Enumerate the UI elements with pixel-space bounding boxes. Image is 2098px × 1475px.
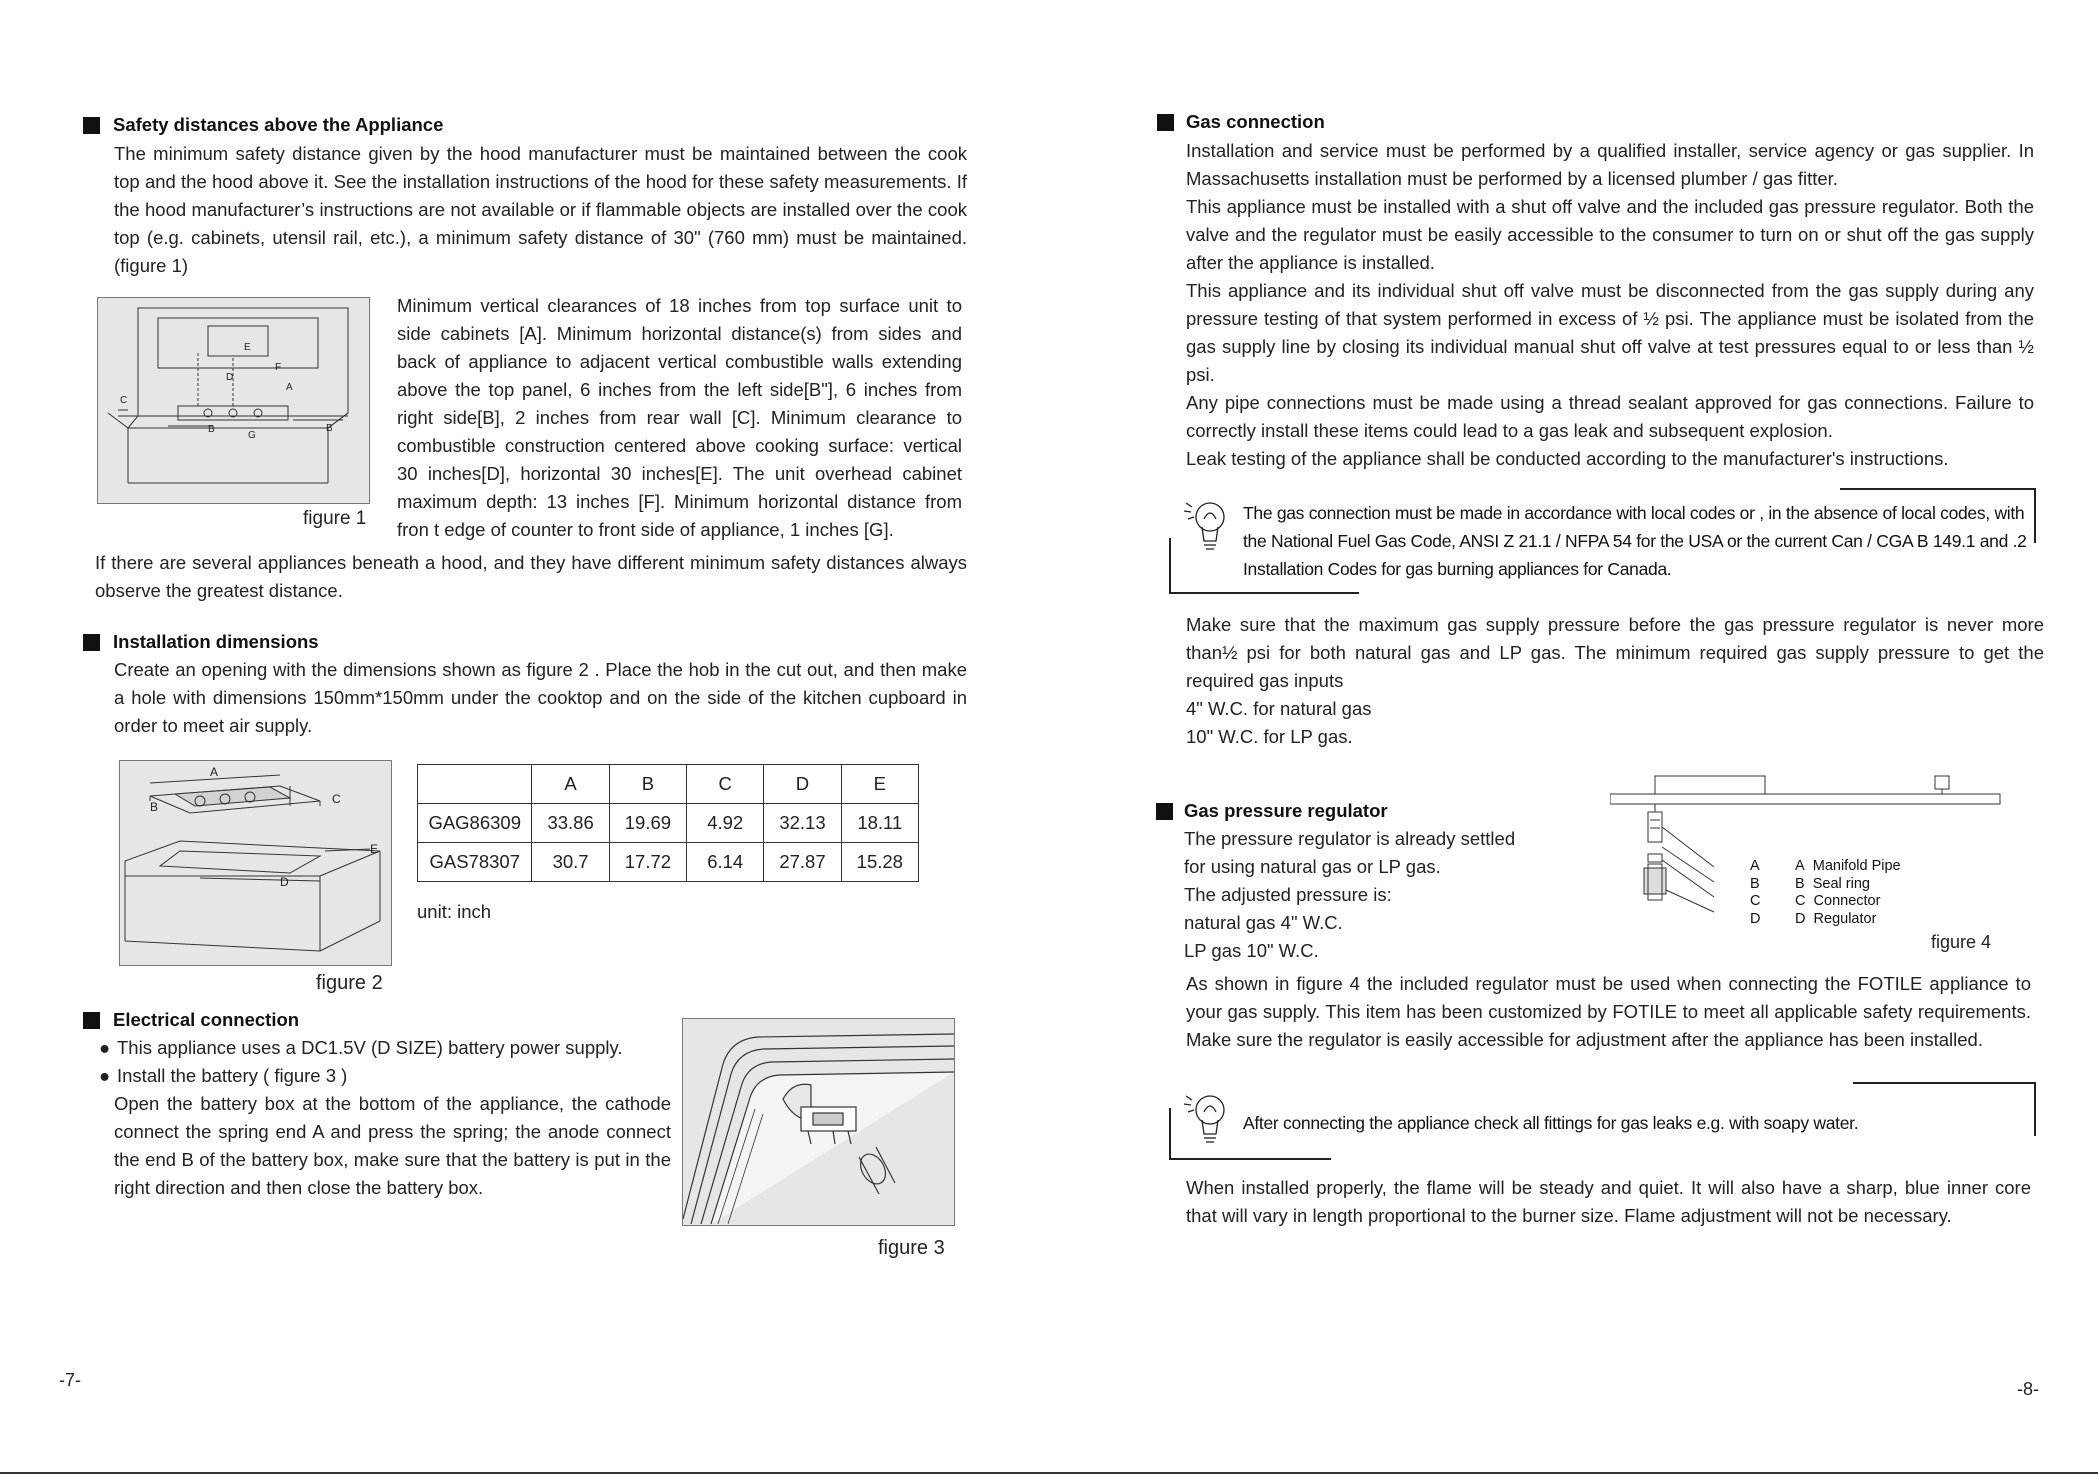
regulator-line-1: The pressure regulator is already settled xyxy=(1184,828,1516,849)
electrical-heading: Electrical connection xyxy=(113,1009,300,1030)
figure-3-battery-box-diagram xyxy=(682,1018,955,1226)
regulator-line-2: for using natural gas or LP gas. xyxy=(1184,856,1441,877)
note-border-right xyxy=(2034,488,2036,543)
legend-label: Connector xyxy=(1813,893,1881,909)
table-cell: 30.7 xyxy=(532,843,609,882)
gas-pressure-block xyxy=(1186,611,2044,751)
natural-gas-pressure: 4" W.C. for natural gas xyxy=(1186,698,1372,719)
fig4-legend-item xyxy=(1795,876,1901,894)
regulator-line-5: LP gas 10" W.C. xyxy=(1184,940,1319,961)
gas-para-5: Leak testing of the appliance shall be conducted according to the manufacturer's instructions. xyxy=(1186,448,1949,469)
fig4-legend-item xyxy=(1795,911,1901,929)
flame-paragraph: When installed properly, the flame will be steady and quiet. It will also have a sharp, blue inner core that will vary in length proportional to the burner size. Flame adjustment will not be necessary. xyxy=(1186,1177,2031,1226)
legend-label: Regulator xyxy=(1813,910,1877,927)
table-header-cell: C xyxy=(687,765,764,804)
figure-3-drawing xyxy=(683,1019,954,1225)
gas-para-1: Installation and service must be performed by a qualified installer, service agency or gas supplier. In Massachusetts installation must be performed by a licensed plumber / gas fitter. xyxy=(1186,140,2034,189)
page-number-left: -7- xyxy=(59,1370,81,1390)
table-header-row xyxy=(418,765,919,804)
fig2-label-c: C xyxy=(332,792,341,806)
fig2-label-d: D xyxy=(280,875,289,889)
lp-gas-pressure: 10" W.C. for LP gas. xyxy=(1186,726,1353,747)
install-paragraph: Create an opening with the dimensions shown as figure 2 . Place the hob in the cut out, and then make a hole with dimensions 150mm*150mm under the cooktop and on the side of the kitchen cupboard in order to meet air supply. xyxy=(114,659,967,736)
note-border-bottom-left xyxy=(1169,1158,1331,1160)
bulb-hand-icon xyxy=(1182,497,1228,555)
table-header-cell: B xyxy=(609,765,686,804)
bottom-rule xyxy=(0,1472,2098,1474)
note-border-top-right xyxy=(1840,488,2036,490)
section-bullet-square xyxy=(1157,114,1174,131)
section-bullet-square xyxy=(83,117,100,134)
several-appliances-paragraph: If there are several appliances beneath a hood, and they have different minimum safety distances always observe the greatest distance. xyxy=(95,552,967,601)
table-cell: 32.13 xyxy=(764,804,841,843)
page-number-right: -8- xyxy=(2017,1379,2039,1399)
table-cell: GAS78307 xyxy=(418,843,532,882)
regulator-heading: Gas pressure regulator xyxy=(1184,800,1388,821)
fig1-label-c: C xyxy=(120,395,128,406)
fig1-label-b: B xyxy=(208,424,215,435)
electrical-bullet-2 xyxy=(99,1062,347,1090)
note-border-bottom-left xyxy=(1169,592,1359,594)
fig1-label-d: D xyxy=(226,372,234,383)
fig1-label-f: F xyxy=(275,362,282,373)
note-border-left xyxy=(1169,538,1171,594)
table-cell: GAG86309 xyxy=(418,804,532,843)
legend-letter: B xyxy=(1795,875,1805,892)
note-border-left xyxy=(1169,1108,1171,1160)
fig4-letter-a: A xyxy=(1750,858,1760,874)
electrical-bullet-1 xyxy=(99,1034,623,1062)
note-border-right xyxy=(2034,1082,2036,1136)
fig1-label-b2: B xyxy=(326,423,333,434)
gas-para-4: Any pipe connections must be made using a thread sealant approved for gas connections. Failure to correctly install these items could lead to a gas leak and subsequent explosion. xyxy=(1186,392,2034,441)
figure-1-caption: figure 1 xyxy=(303,508,367,529)
figure-4-regulator-diagram xyxy=(1610,772,2005,930)
fig4-letters xyxy=(1750,858,1760,928)
bullet-dot: ● xyxy=(99,1037,111,1058)
regulator-line-4: natural gas 4" W.C. xyxy=(1184,912,1343,933)
table-row xyxy=(418,804,919,843)
leak-check-note-text: After connecting the appliance check all fittings for gas leaks e.g. with soapy water. xyxy=(1243,1113,1859,1133)
bulb-hand-icon xyxy=(1182,1090,1228,1148)
fig2-label-a: A xyxy=(210,765,219,779)
table-header-cell: E xyxy=(841,765,918,804)
fig4-legend-item xyxy=(1795,858,1901,876)
note-border-top-right xyxy=(1853,1082,2036,1084)
table-header-cell xyxy=(418,765,532,804)
table-cell: 6.14 xyxy=(687,843,764,882)
regulator-paragraph: As shown in figure 4 the included regulator must be used when connecting the FOTILE appliance to your gas supply. This item has been customized by FOTILE to meet all applicable safety requirements. Make sure the regulator is easily accessible for adjustment after the appliance has been installed. xyxy=(1186,973,2031,1050)
table-cell: 18.11 xyxy=(841,804,918,843)
section-bullet-square xyxy=(83,1012,100,1029)
fig4-letter-c: C xyxy=(1750,893,1761,909)
figure-3-caption: figure 3 xyxy=(878,1237,945,1259)
table-cell: 19.69 xyxy=(609,804,686,843)
figure-2-drawing xyxy=(120,761,391,965)
legend-label: Seal ring xyxy=(1812,875,1870,892)
table-cell: 17.72 xyxy=(609,843,686,882)
section-bullet-square xyxy=(1156,803,1173,820)
bullet-dot: ● xyxy=(99,1065,111,1086)
safety-heading: Safety distances above the Appliance xyxy=(113,114,444,135)
legend-label: Manifold Pipe xyxy=(1812,858,1901,874)
clearances-paragraph: Minimum vertical clearances of 18 inches from top surface unit to side cabinets [A]. Minimum horizontal distance(s) from sides and back of appliance to adjacent vertical combustible walls extending above the top panel, 6 inches from the left side[B"], 6 inches from right side[B], 2 inches from rear wall [C]. Minimum clearance to combustible construction centered above cooking surface: vertical 30 inches[D], horizontal 30 inches[E]. The unit overhead cabinet maximum depth: 13 inches [F]. Minimum horizontal distance from fron t edge of counter to front side of appliance, 1 inches [G]. xyxy=(397,295,962,540)
electrical-bullet-2-text: Install the battery ( figure 3 ) xyxy=(117,1065,348,1086)
fig1-label-a: A xyxy=(286,382,293,393)
electrical-paragraph: Open the battery box at the bottom of the appliance, the cathode connect the spring end A and press the spring; the anode connect the end B of the battery box, make sure that the battery is put in the right direction and then close the battery box. xyxy=(114,1093,671,1198)
gas-pressure-paragraph: Make sure that the maximum gas supply pressure before the gas pressure regulator is never more than½ psi for both natural gas and LP gas. The minimum required gas supply pressure to get the required gas inputs xyxy=(1186,614,2044,691)
table-cell: 27.87 xyxy=(764,843,841,882)
fig2-label-e: E xyxy=(370,842,379,856)
fig1-label-g: G xyxy=(248,430,256,441)
table-row xyxy=(418,843,919,882)
legend-letter: D xyxy=(1795,910,1806,927)
legend-letter: A xyxy=(1795,858,1805,874)
figure-1-clearance-diagram xyxy=(97,297,370,504)
gas-heading: Gas connection xyxy=(1186,111,1325,132)
figure-1-drawing xyxy=(98,298,369,503)
regulator-line-3: The adjusted pressure is: xyxy=(1184,884,1392,905)
figure-4-caption: figure 4 xyxy=(1931,932,1992,952)
gas-paragraphs xyxy=(1186,137,2034,473)
section-bullet-square xyxy=(83,634,100,651)
fig4-legend xyxy=(1795,858,1901,928)
install-heading: Installation dimensions xyxy=(113,631,319,652)
fig1-label-e: E xyxy=(244,342,251,353)
gas-para-2: This appliance must be installed with a shut off valve and the included gas pressure regulator. Both the valve and the regulator must be easily accessible to the consumer to turn on or shut off the gas supply after the appliance is installed. xyxy=(1186,196,2034,273)
fig4-legend-item xyxy=(1795,893,1901,911)
safety-paragraph: The minimum safety distance given by the hood manufacturer must be maintained between the cook top and the hood above it. See the installation instructions of the hood for these safety measurements. If the hood manufacturer’s instructions are not available or if flammable objects are installed over the cook top (e.g. cabinets, utensil rail, etc.), a minimum safety distance of 30" (760 mm) must be maintained. (figure 1) xyxy=(114,143,967,276)
unit-label: unit: inch xyxy=(417,901,492,922)
table-header-cell: A xyxy=(532,765,609,804)
fig4-letter-d: D xyxy=(1750,910,1761,927)
electrical-bullet-1-text: This appliance uses a DC1.5V (D SIZE) battery power supply. xyxy=(117,1037,623,1058)
gas-para-3: This appliance and its individual shut off valve must be disconnected from the gas supply during any pressure testing of that system performed in excess of ½ psi. The appliance must be isolated from the gas supply line by closing its individual manual shut off valve at test pressures equal to or less than ½ psi. xyxy=(1186,280,2034,385)
table-cell: 33.86 xyxy=(532,804,609,843)
figure-2-cutout-diagram xyxy=(119,760,392,966)
figure-2-caption: figure 2 xyxy=(316,972,383,994)
gas-code-note-text: The gas connection must be made in accordance with local codes or , in the absence of local codes, with the National Fuel Gas Code, ANSI Z 21.1 / NFPA 54 for the USA or the current Can / CGA B 149.1 and .2 Installation Codes for gas burning appliances for Canada. xyxy=(1243,503,2027,579)
table-header-cell: D xyxy=(764,765,841,804)
fig4-letter-b: B xyxy=(1750,875,1760,892)
table-cell: 15.28 xyxy=(841,843,918,882)
dimensions-table xyxy=(417,764,919,882)
legend-letter: C xyxy=(1795,893,1806,909)
fig2-label-b: B xyxy=(150,800,159,814)
table-cell: 4.92 xyxy=(687,804,764,843)
regulator-lines xyxy=(1184,825,1604,965)
